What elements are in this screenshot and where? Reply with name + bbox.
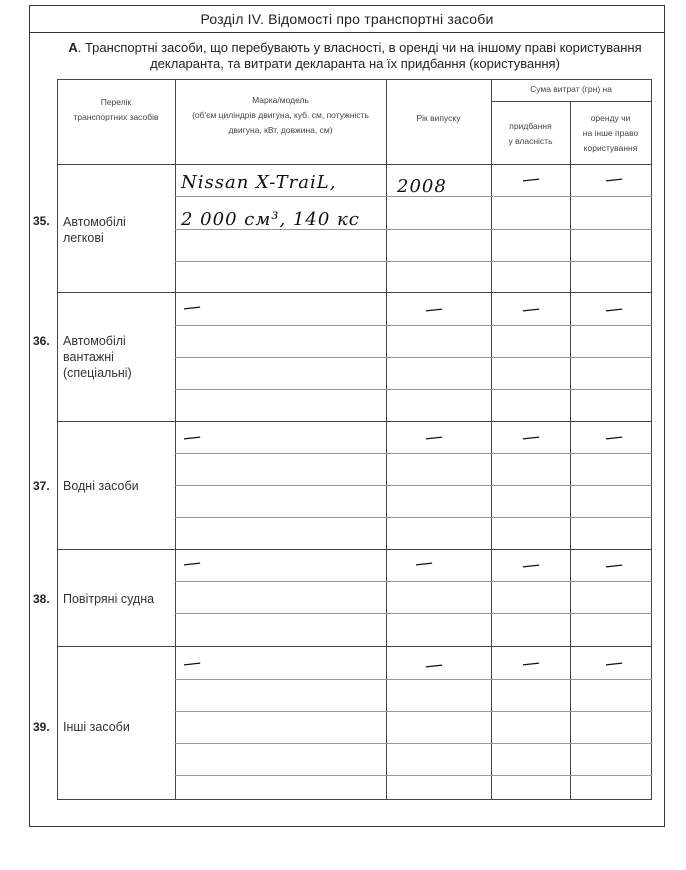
- dash-year: —: [413, 552, 435, 575]
- dash-rent: —: [603, 652, 625, 675]
- dash-year: —: [423, 426, 445, 449]
- row-label: Повітряні судна: [63, 592, 155, 606]
- row-number: 37.: [33, 479, 50, 493]
- dash-purchase: —: [520, 554, 542, 577]
- table-row: [63, 478, 173, 494]
- subtitle-text-2: декларанта, та витрати декларанта на їх придбання (користування): [150, 56, 560, 71]
- row-number: 36.: [33, 334, 50, 348]
- dash-purchase: —: [520, 426, 542, 449]
- dash-rent: —: [603, 168, 625, 191]
- header-expenses: Сума витрат (грн) на: [530, 84, 612, 94]
- dash-rent: —: [603, 554, 625, 577]
- row-label: Водні засоби: [63, 479, 139, 493]
- row-label: Автомобілі легкові: [63, 215, 126, 245]
- subtitle-text: . Транспортні засоби, що перебувають у власності, в оренді чи на іншому праві користування: [77, 40, 642, 55]
- handwritten-model-specs: 2 000 см³, 140 кс: [181, 209, 360, 230]
- table-row: [63, 591, 173, 607]
- table-row: [63, 719, 173, 735]
- dash-rent: —: [603, 426, 625, 449]
- header-year: Рік випуску: [416, 113, 461, 123]
- header-purchase: придбання у власність: [508, 121, 553, 146]
- dash-purchase: —: [520, 298, 542, 321]
- row-label: Інші засоби: [63, 720, 130, 734]
- dash-year: —: [423, 298, 445, 321]
- header-brand: Марка/модель (об'єм циліндрів двигуна, куб. см, потужність двигуна, кВт, довжина, см): [192, 95, 369, 135]
- header-rent: оренду чи на інше право користування: [582, 113, 639, 153]
- row-number: 39.: [33, 720, 50, 734]
- row-label: Автомобілі вантажні (спеціальні): [63, 334, 132, 380]
- dash-purchase: —: [520, 168, 542, 191]
- vehicles-table: [57, 79, 652, 799]
- dash-model: —: [181, 552, 203, 575]
- subtitle-letter: А: [68, 40, 78, 55]
- handwritten-model: Nissan X-TraiL,: [181, 172, 337, 193]
- dash-model: —: [181, 652, 203, 675]
- table-row: [63, 333, 173, 381]
- dash-model: —: [181, 426, 203, 449]
- section-title: Розділ IV. Відомості про транспортні засоби: [29, 5, 665, 33]
- header-list: Перелік транспортних засобів: [73, 97, 159, 122]
- table-row: [63, 214, 173, 246]
- handwritten-year: 2008: [397, 176, 447, 197]
- row-number: 38.: [33, 592, 50, 606]
- dash-year: —: [423, 654, 445, 677]
- section-subtitle: [40, 40, 670, 72]
- dash-purchase: —: [520, 652, 542, 675]
- row-number: 35.: [33, 214, 50, 228]
- dash-rent: —: [603, 298, 625, 321]
- dash-model: —: [181, 296, 203, 319]
